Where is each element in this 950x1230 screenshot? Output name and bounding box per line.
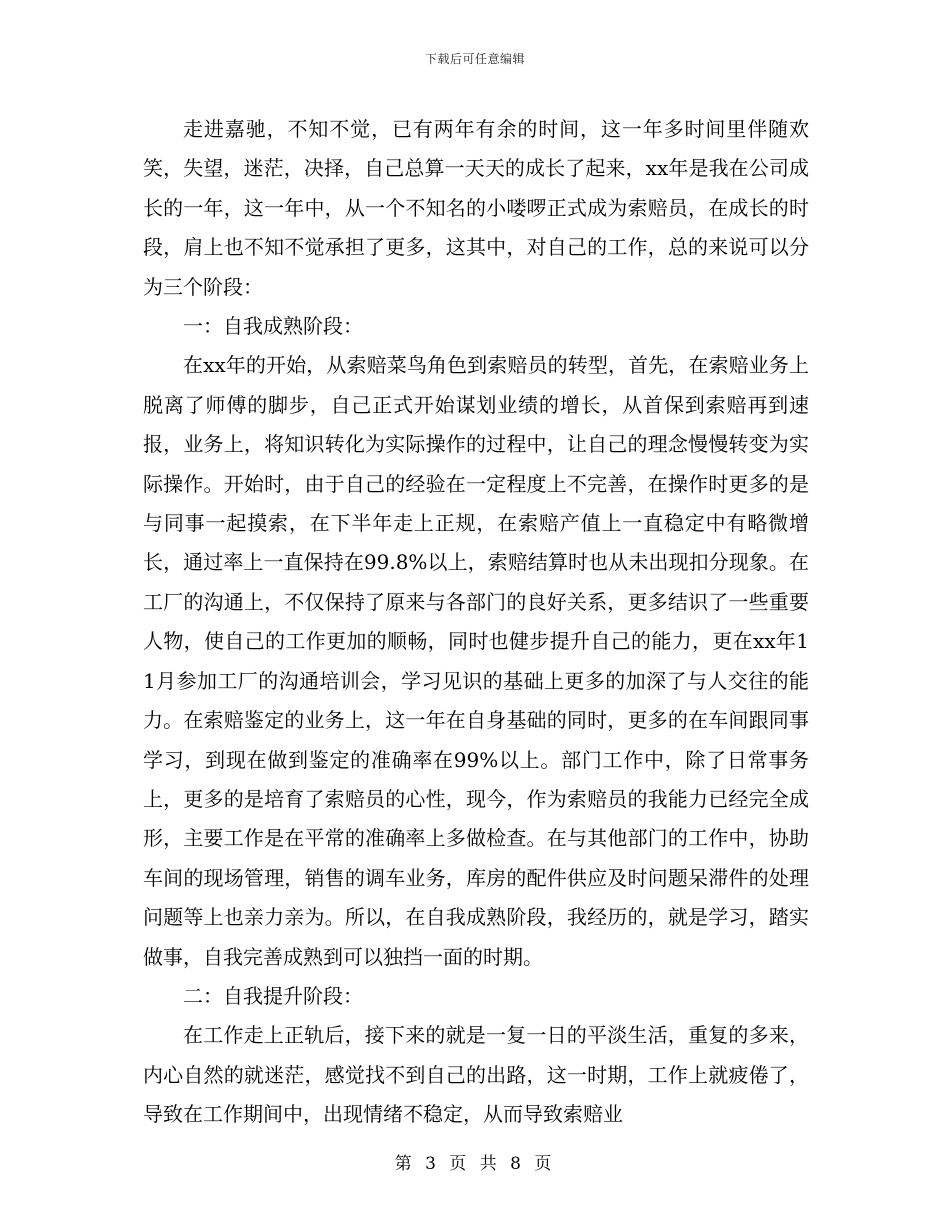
document-body: [143, 110, 809, 1135]
paragraph-section-1: 在xx年的开始，从索赔菜鸟角色到索赔员的转型，首先，在索赔业务上脱离了师傅的脚步，自己正式开始谋划业绩的增长，从首保到索赔再到速报，业务上，将知识转化为实际操作的过程中，让自己的理念慢慢转变为实际操作。开始时，由于自己的经验在一定程度上不完善，在操作时更多的是与同事一起摸索，在下半年走上正规，在索赔产值上一直稳定中有略微增长，通过率上一直保持在99.8%以上，索赔结算时也从未出现扣分现象。在工厂的沟通上，不仅保持了原来与各部门的良好关系，更多结识了一些重要人物，使自己的工作更加的顺畅，同时也健步提升自己的能力，更在xx年11月参加工厂的沟通培训会，学习见识的基础上更多的加深了与人交往的能力。在索赔鉴定的业务上，这一年在自身基础的同时，更多的在车间跟同事学习，到现在做到鉴定的准确率在99%以上。部门工作中，除了日常事务上，更多的是培育了索赔员的心性，现今，作为索赔员的我能力已经完全成形，主要工作是在平常的准确率上多做检查。在与其他部门的工作中，协助车间的现场管理，销售的调车业务，库房的配件供应及时问题呆滞件的处理问题等上也亲力亲为。所以，在自我成熟阶段，我经历的，就是学习，踏实做事，自我完善成熟到可以独挡一面的时期。: [143, 353, 809, 969]
page-footer: 第 3 页 共 8 页: [394, 1154, 556, 1174]
section-heading-2: 二：自我提升阶段：: [183, 983, 363, 1008]
paragraph-section-2: 在工作走上正轨后，接下来的就是一复一日的平淡生活，重复的多来，内心自然的就迷茫，感觉找不到自己的出路，这一时期，工作上就疲倦了，导致在工作期间中，出现情绪不稳定，从而导致索赔业: [143, 1023, 809, 1127]
page-header: 下载后可任意编辑: [424, 52, 525, 66]
section-heading-1: 一：自我成熟阶段：: [183, 314, 363, 339]
paragraph-intro: 走进嘉驰，不知不觉，已有两年有余的时间，这一年多时间里伴随欢笑，失望，迷茫，决择，自己总算一天天的成长了起来，xx年是我在公司成长的一年，这一年中，从一个不知名的小喽啰正式成为索赔员，在成长的时段，肩上也不知不觉承担了更多，这其中，对自己的工作，总的来说可以分为三个阶段：: [143, 117, 809, 299]
